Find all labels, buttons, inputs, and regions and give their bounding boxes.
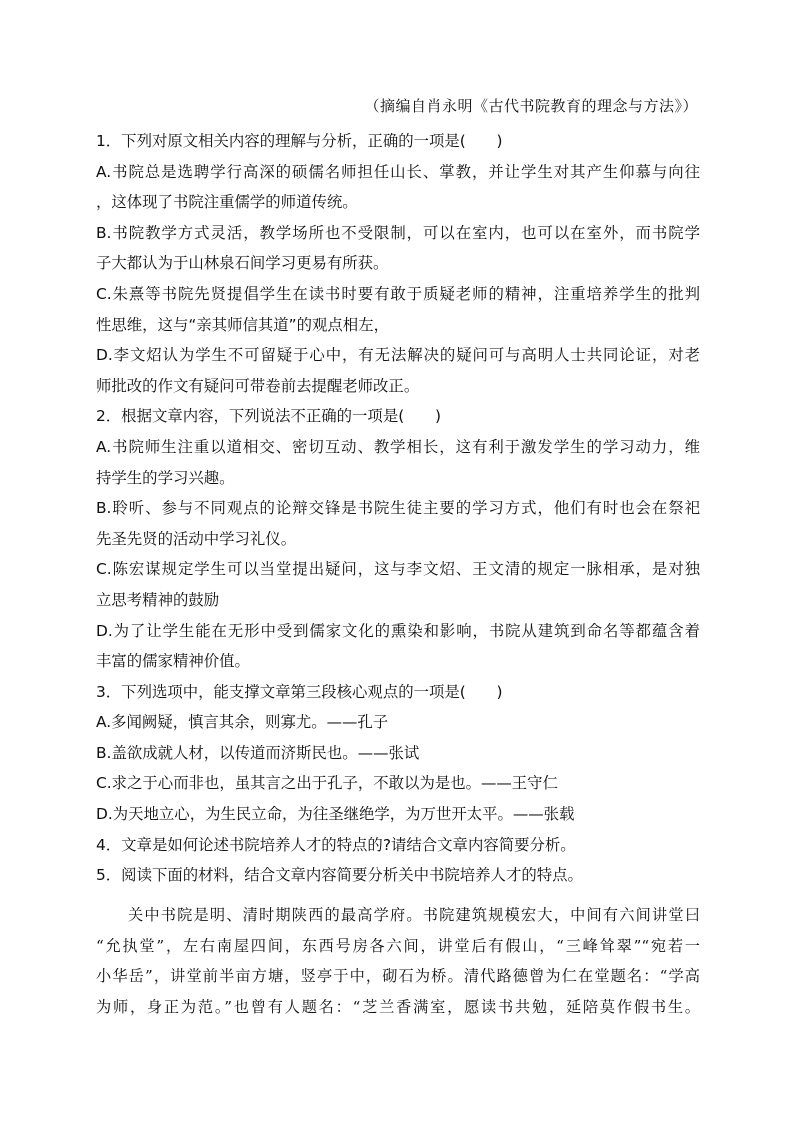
question-1-option-b: B.书院教学方式灵活，教学场所也不受限制，可以在室内，也可以在室外，而书院学 — [96, 223, 700, 242]
question-2-option-a: A.书院师生注重以道相交、密切互动、教学相长，这有利于激发学生的学习动力，维 — [96, 437, 700, 456]
question-1-option-c-cont: 性思维，这与“亲其师信其道”的观点相左， — [96, 315, 389, 334]
reading-material — [96, 900, 700, 1022]
question-2-option-d: D.为了让学生能在无形中受到儒家文化的熏染和影响，书院从建筑到命名等都蕴含着 — [96, 621, 700, 640]
question-2-option-b: B.聆听、参与不同观点的论辩交锋是书院生徒主要的学习方式，他们有时也会在祭祀 — [96, 499, 700, 518]
question-1-option-c: C.朱熹等书院先贤提倡学生在读书时要有敢于质疑老师的精神，注重培养学生的批判 — [96, 284, 700, 303]
question-2-option-c-cont: 立思考精神的鼓励 — [96, 590, 220, 609]
source-citation: （摘编自肖永明《古代书院教育的理念与方法》） — [364, 97, 698, 115]
question-1-option-a: A.书院总是选聘学行高深的硕儒名师担任山长、掌教，并让学生对其产生仰慕与向往 — [96, 162, 700, 181]
question-3-option-a: A.多闻阙疑，慎言其余，则寡尤。——孔子 — [96, 713, 389, 732]
question-5-stem: 5．阅读下面的材料，结合文章内容简要分析关中书院培养人才的特点。 — [96, 866, 583, 885]
question-4-stem: 4．文章是如何论述书院培养人才的特点的?请结合文章内容简要分析。 — [96, 835, 576, 854]
question-1-option-a-cont: ，这体现了书院注重儒学的师道传统。 — [96, 193, 358, 212]
question-1-option-b-cont: 子大都认为于山林泉石间学习更易有所获。 — [96, 254, 389, 273]
questions-section — [96, 126, 700, 891]
question-3-option-c: C.求之于心而非也，虽其言之出于孔子，不敢以为是也。——王守仁 — [96, 774, 558, 793]
material-line-4: 为师，身正为范。”也曾有人题名：“芝兰香满室，愿读书共勉，延陪莫作假书生。 — [96, 997, 700, 1016]
material-line-2: “允执堂”，左右南屋四间，东西号房各六间，讲堂后有假山，“三峰耸翠”“宛若一 — [96, 936, 700, 955]
question-1-option-d: D.李文炤认为学生不可留疑于心中，有无法解决的疑问可与高明人士共同论证，对老 — [96, 346, 700, 365]
question-1-stem: 1．下列对原文相关内容的理解与分析，正确的一项是( ) — [96, 132, 503, 150]
question-2-option-a-cont: 持学生的学习兴趣。 — [96, 468, 235, 487]
question-3-option-d: D.为天地立心，为生民立命，为往圣继绝学，为万世开太平。——张载 — [96, 805, 575, 824]
question-3-stem: 3．下列选项中，能支撑文章第三段核心观点的一项是( ) — [96, 682, 503, 701]
question-3-option-b: B.盖欲成就人材，以传道而济斯民也。——张试 — [96, 743, 420, 762]
question-1-option-d-cont: 师批改的作文有疑问可带卷前去提醒老师改正。 — [96, 376, 420, 395]
material-line-1: 关中书院是明、清时期陕西的最高学府。书院建筑规模宏大，中间有六间讲堂曰 — [128, 906, 700, 924]
question-2-option-c: C.陈宏谋规定学生可以当堂提出疑问，这与李文炤、王文清的规定一脉相承，是对独 — [96, 560, 700, 579]
material-line-3: 小华岳”，讲堂前半亩方塘，竖亭于中，砌石为桥。清代路德曾为仁在堂题名：“学高 — [96, 967, 700, 986]
question-2-option-b-cont: 先圣先贤的活动中学习礼仪。 — [96, 529, 297, 548]
question-2-stem: 2．根据文章内容，下列说法不正确的一项是( ) — [96, 407, 442, 426]
question-2-option-d-cont: 丰富的儒家精神价值。 — [96, 652, 250, 671]
